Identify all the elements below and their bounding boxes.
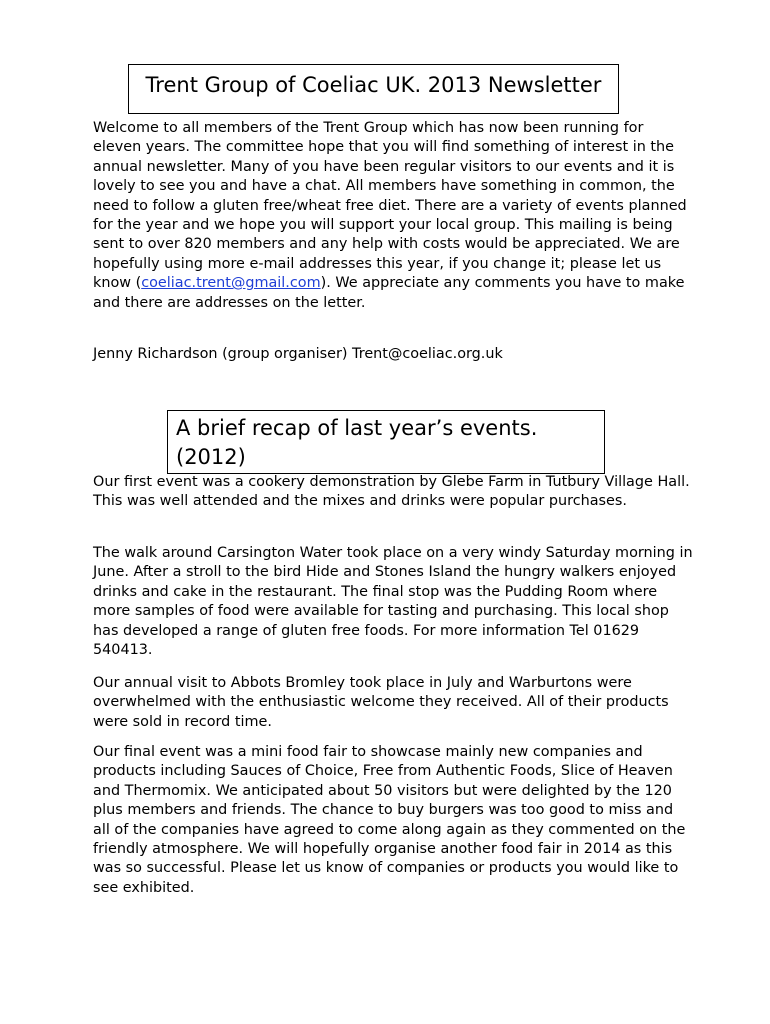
intro-text-start: Welcome to all members of the Trent Group which has now been running for eleven years. The committee hope that you will find something of interest in the annual newsletter. Many of you have been regular visitors to our events and it is lovely to see you and have a chat. All members have something in common, the need to follow a gluten free/wheat free diet. There are a variety of events planned for the year and we hope you will support your local group. This mailing is being sent to over 820 members and any help with costs would be appreciated. We are hopefully using more e-mail addresses this year, if you change it; please let us know ( (93, 120, 687, 292)
intro-paragraph (93, 119, 693, 313)
organiser-signature: Jenny Richardson (group organiser) Trent@coeliac.org.uk (93, 346, 503, 362)
recap-paragraph-walk: The walk around Carsington Water took place on a very windy Saturday morning in June. After a stroll to the bird Hide and Stones Island the hungry walkers enjoyed drinks and cake in the restaurant. The final stop was the Pudding Room where more samples of food were available for tasting and purchasing. This local shop has developed a range of gluten free foods. For more information Tel 01629 540413. (93, 545, 693, 659)
email-link[interactable]: coeliac.trent@gmail.com (141, 275, 321, 292)
intro-text-end: ). We appreciate any comments you have to make and there are addresses on the letter. (93, 275, 685, 311)
recap-paragraph-food-fair: Our final event was a mini food fair to showcase mainly new companies and products including Sauces of Choice, Free from Authentic Foods, Slice of Heaven and Thermomix. We anticipated about 50 visitors but were delighted by the 120 plus members and friends. The chance to buy burgers was too good to miss and all of the companies have agreed to come along again as they commented on the friendly atmosphere. We will hopefully organise another food fair in 2014 as this was so successful. Please let us know of companies or products you would like to see exhibited. (93, 744, 686, 896)
newsletter-title: Trent Group of Coeliac UK. 2013 Newsletter (145, 73, 602, 97)
recap-heading-box (167, 410, 605, 474)
recap-paragraph-visit: Our annual visit to Abbots Bromley took place in July and Warburtons were overwhelmed with the enthusiastic welcome they received. All of their products were sold in record time. (93, 675, 669, 730)
newsletter-title-box (128, 64, 619, 114)
recap-heading: A brief recap of last year’s events. (2012) (176, 416, 538, 469)
recap-paragraph-cookery: Our first event was a cookery demonstration by Glebe Farm in Tutbury Village Hall. This was well attended and the mixes and drinks were popular purchases. (93, 474, 690, 510)
